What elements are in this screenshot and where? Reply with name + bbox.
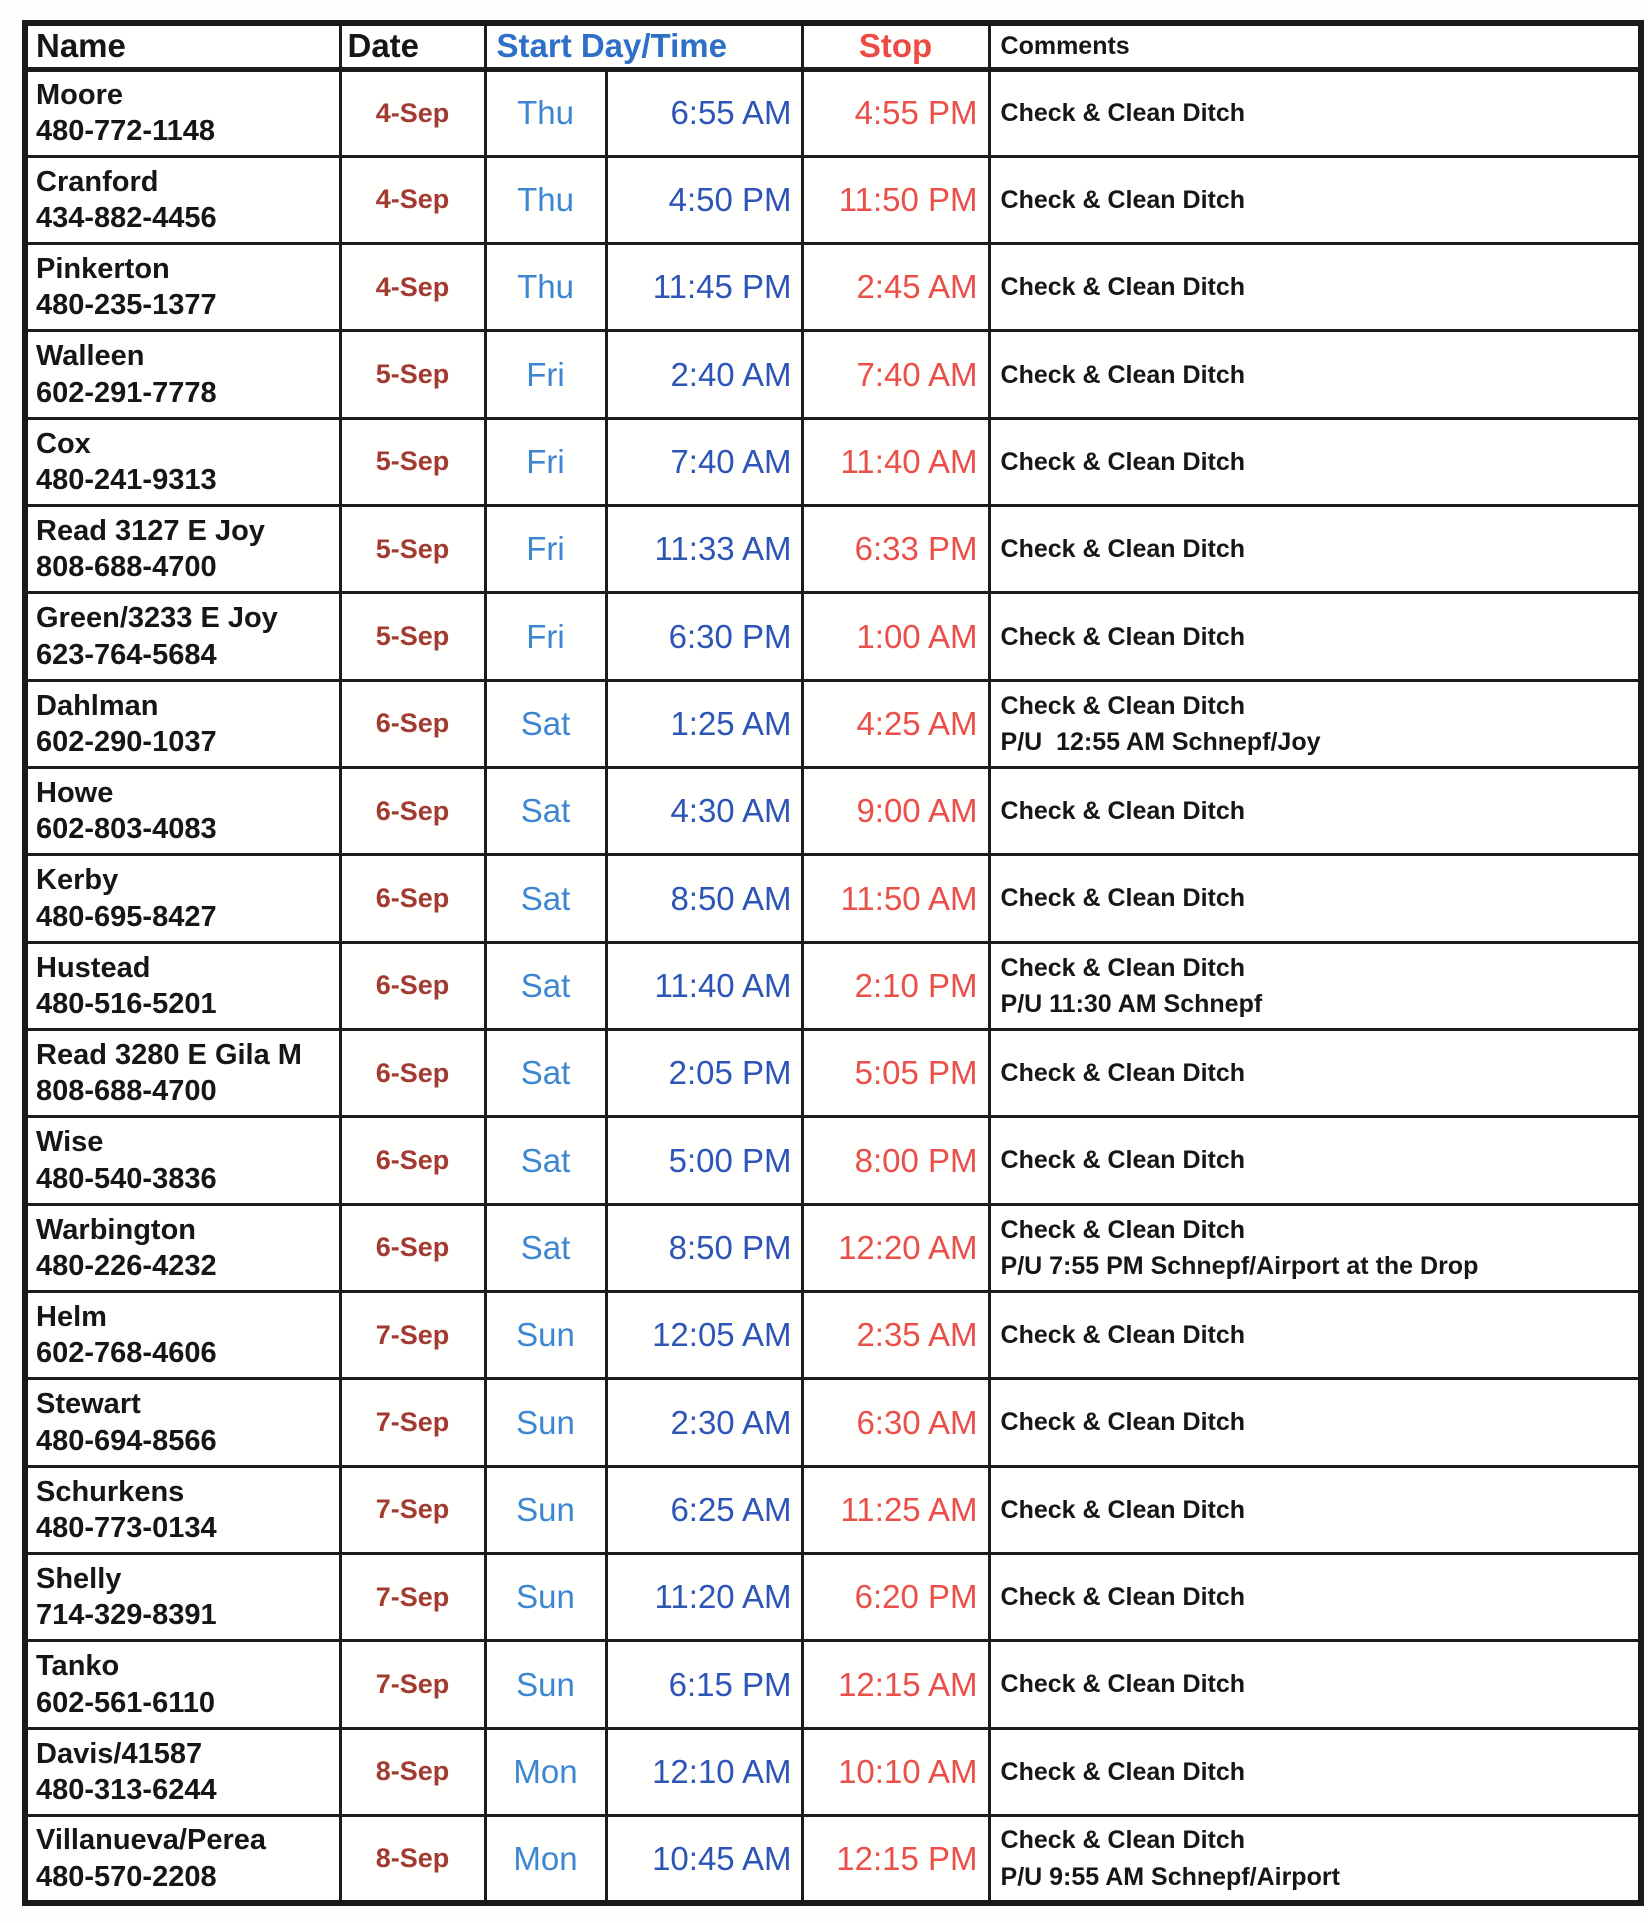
comment-cell xyxy=(989,1204,1641,1291)
comment-line-2: P/U 7:55 PM Schnepf/Airport at the Drop xyxy=(1000,1251,1479,1280)
comment-cell xyxy=(989,1466,1641,1553)
customer-phone: 602-768-4606 xyxy=(36,1337,217,1370)
schedule-row xyxy=(25,1030,1641,1117)
comment-cell xyxy=(989,506,1641,593)
customer-phone: 808-688-4700 xyxy=(36,1075,217,1108)
name-cell xyxy=(25,1554,340,1641)
schedule-row xyxy=(25,1466,1641,1553)
stop-time-cell: 2:10 PM xyxy=(802,942,989,1029)
stop-time-cell: 6:20 PM xyxy=(802,1554,989,1641)
name-cell xyxy=(25,156,340,243)
name-cell xyxy=(25,506,340,593)
comment-line-1: Check & Clean Ditch xyxy=(1000,447,1246,476)
start-day-cell: Sun xyxy=(485,1554,606,1641)
date-cell: 7-Sep xyxy=(340,1379,485,1466)
name-cell xyxy=(25,331,340,418)
customer-name: Cox xyxy=(36,427,91,460)
start-time-cell: 1:25 AM xyxy=(606,680,802,767)
name-cell xyxy=(25,768,340,855)
comment-line-1: Check & Clean Ditch xyxy=(1000,1146,1246,1175)
stop-time-cell: 6:30 AM xyxy=(802,1379,989,1466)
start-day-cell: Fri xyxy=(485,331,606,418)
schedule-row xyxy=(25,244,1641,331)
schedule-row xyxy=(25,680,1641,767)
start-time-cell: 11:20 AM xyxy=(606,1554,802,1641)
name-cell xyxy=(25,69,340,156)
comment-line-1: Check & Clean Ditch xyxy=(1000,1757,1246,1786)
comment-line-1: Check & Clean Ditch xyxy=(1000,1059,1246,1088)
start-time-cell: 6:55 AM xyxy=(606,69,802,156)
customer-phone: 434-882-4456 xyxy=(36,201,217,234)
date-cell: 5-Sep xyxy=(340,506,485,593)
start-time-cell: 11:45 PM xyxy=(606,244,802,331)
name-cell xyxy=(25,1204,340,1291)
start-day-cell: Fri xyxy=(485,418,606,505)
name-cell xyxy=(25,418,340,505)
name-cell xyxy=(25,593,340,680)
stop-time-cell: 4:55 PM xyxy=(802,69,989,156)
customer-phone: 623-764-5684 xyxy=(36,638,217,671)
name-cell xyxy=(25,1641,340,1728)
col-header-stop: Stop xyxy=(802,23,989,69)
comment-cell xyxy=(989,1728,1641,1815)
date-cell: 6-Sep xyxy=(340,1117,485,1204)
comment-cell xyxy=(989,855,1641,942)
schedule-row xyxy=(25,1292,1641,1379)
schedule-row xyxy=(25,418,1641,505)
comment-line-2: P/U 11:30 AM Schnepf xyxy=(1000,989,1263,1018)
comment-line-1: Check & Clean Ditch xyxy=(1000,884,1246,913)
start-time-cell: 8:50 AM xyxy=(606,855,802,942)
schedule-header-row xyxy=(25,23,1641,69)
start-time-cell: 5:00 PM xyxy=(606,1117,802,1204)
schedule-row xyxy=(25,1117,1641,1204)
schedule-row xyxy=(25,1816,1641,1903)
date-cell: 4-Sep xyxy=(340,156,485,243)
comment-cell xyxy=(989,680,1641,767)
start-time-cell: 11:33 AM xyxy=(606,506,802,593)
date-cell: 7-Sep xyxy=(340,1641,485,1728)
date-cell: 8-Sep xyxy=(340,1816,485,1903)
date-cell: 5-Sep xyxy=(340,593,485,680)
name-cell xyxy=(25,680,340,767)
comment-cell xyxy=(989,69,1641,156)
customer-name: Cranford xyxy=(36,165,159,198)
comment-line-1: Check & Clean Ditch xyxy=(1000,1826,1246,1855)
comment-line-1: Check & Clean Ditch xyxy=(1000,1583,1246,1612)
customer-phone: 480-313-6244 xyxy=(36,1773,217,1806)
start-day-cell: Fri xyxy=(485,593,606,680)
start-day-cell: Sat xyxy=(485,1204,606,1291)
stop-time-cell: 6:33 PM xyxy=(802,506,989,593)
customer-phone: 480-235-1377 xyxy=(36,289,217,322)
comment-cell xyxy=(989,418,1641,505)
comment-line-1: Check & Clean Ditch xyxy=(1000,691,1246,720)
stop-time-cell: 11:25 AM xyxy=(802,1466,989,1553)
customer-phone: 602-291-7778 xyxy=(36,376,217,409)
start-time-cell: 7:40 AM xyxy=(606,418,802,505)
schedule-row xyxy=(25,593,1641,680)
stop-time-cell: 2:35 AM xyxy=(802,1292,989,1379)
customer-phone: 480-540-3836 xyxy=(36,1162,217,1195)
start-day-cell: Sun xyxy=(485,1379,606,1466)
start-day-cell: Sat xyxy=(485,1030,606,1117)
start-time-cell: 11:40 AM xyxy=(606,942,802,1029)
stop-time-cell: 10:10 AM xyxy=(802,1728,989,1815)
customer-phone: 602-561-6110 xyxy=(36,1686,215,1719)
date-cell: 6-Sep xyxy=(340,1204,485,1291)
start-time-cell: 4:50 PM xyxy=(606,156,802,243)
comment-line-2: P/U 9:55 AM Schnepf/Airport xyxy=(1000,1862,1340,1891)
name-cell xyxy=(25,1728,340,1815)
customer-phone: 480-241-9313 xyxy=(36,463,217,496)
name-cell xyxy=(25,855,340,942)
comment-line-1: Check & Clean Ditch xyxy=(1000,99,1246,128)
start-time-cell: 2:05 PM xyxy=(606,1030,802,1117)
name-cell xyxy=(25,1292,340,1379)
start-day-cell: Thu xyxy=(485,244,606,331)
schedule-row xyxy=(25,1379,1641,1466)
date-cell: 4-Sep xyxy=(340,244,485,331)
customer-name: Warbington xyxy=(36,1213,196,1246)
comment-line-1: Check & Clean Ditch xyxy=(1000,360,1246,389)
comment-line-1: Check & Clean Ditch xyxy=(1000,622,1246,651)
comment-cell xyxy=(989,1379,1641,1466)
name-cell xyxy=(25,1379,340,1466)
start-day-cell: Mon xyxy=(485,1728,606,1815)
date-cell: 7-Sep xyxy=(340,1466,485,1553)
schedule-row xyxy=(25,506,1641,593)
col-header-start-day-time: Start Day/Time xyxy=(485,23,802,69)
date-cell: 7-Sep xyxy=(340,1554,485,1641)
col-header-comments: Comments xyxy=(989,23,1641,69)
comment-line-1: Check & Clean Ditch xyxy=(1000,797,1246,826)
schedule-row xyxy=(25,768,1641,855)
customer-phone: 602-803-4083 xyxy=(36,813,217,846)
comment-line-1: Check & Clean Ditch xyxy=(1000,953,1246,982)
comment-line-1: Check & Clean Ditch xyxy=(1000,535,1246,564)
date-cell: 6-Sep xyxy=(340,942,485,1029)
name-cell xyxy=(25,1117,340,1204)
customer-phone: 480-695-8427 xyxy=(36,900,217,933)
schedule-row xyxy=(25,942,1641,1029)
stop-time-cell: 8:00 PM xyxy=(802,1117,989,1204)
stop-time-cell: 11:40 AM xyxy=(802,418,989,505)
comment-cell xyxy=(989,942,1641,1029)
start-time-cell: 6:15 PM xyxy=(606,1641,802,1728)
comment-cell xyxy=(989,244,1641,331)
customer-phone: 480-773-0134 xyxy=(36,1511,217,1544)
stop-time-cell: 1:00 AM xyxy=(802,593,989,680)
customer-name: Read 3280 E Gila M xyxy=(36,1039,302,1072)
start-day-cell: Sat xyxy=(485,768,606,855)
comment-line-2: P/U 12:55 AM Schnepf/Joy xyxy=(1000,727,1321,756)
comment-line-1: Check & Clean Ditch xyxy=(1000,185,1246,214)
schedule-row xyxy=(25,855,1641,942)
col-header-date: Date xyxy=(340,23,485,69)
comment-line-1: Check & Clean Ditch xyxy=(1000,1408,1246,1437)
customer-name: Helm xyxy=(36,1301,107,1333)
customer-name: Tanko xyxy=(36,1650,120,1683)
comment-cell xyxy=(989,1292,1641,1379)
start-day-cell: Sun xyxy=(485,1292,606,1379)
start-day-cell: Mon xyxy=(485,1816,606,1903)
customer-phone: 480-694-8566 xyxy=(36,1424,217,1457)
start-day-cell: Thu xyxy=(485,156,606,243)
customer-name: Kerby xyxy=(36,864,119,897)
customer-phone: 808-688-4700 xyxy=(36,551,217,584)
start-time-cell: 2:40 AM xyxy=(606,331,802,418)
comment-cell xyxy=(989,1816,1641,1903)
date-cell: 4-Sep xyxy=(340,69,485,156)
date-cell: 6-Sep xyxy=(340,855,485,942)
start-day-cell: Sat xyxy=(485,855,606,942)
schedule-row xyxy=(25,156,1641,243)
customer-name: Green/3233 E Joy xyxy=(36,602,278,635)
comment-line-1: Check & Clean Ditch xyxy=(1000,1321,1246,1350)
start-day-cell: Sun xyxy=(485,1641,606,1728)
stop-time-cell: 11:50 AM xyxy=(802,855,989,942)
schedule-row xyxy=(25,1204,1641,1291)
schedule-body xyxy=(25,69,1641,1903)
start-day-cell: Sun xyxy=(485,1466,606,1553)
start-day-cell: Sat xyxy=(485,1117,606,1204)
stop-time-cell: 7:40 AM xyxy=(802,331,989,418)
customer-name: Schurkens xyxy=(36,1475,185,1508)
comment-cell xyxy=(989,156,1641,243)
date-cell: 7-Sep xyxy=(340,1292,485,1379)
schedule-row xyxy=(25,1554,1641,1641)
stop-time-cell: 12:20 AM xyxy=(802,1204,989,1291)
customer-name: Hustead xyxy=(36,951,151,984)
stop-time-cell: 12:15 AM xyxy=(802,1641,989,1728)
start-time-cell: 6:25 AM xyxy=(606,1466,802,1553)
date-cell: 5-Sep xyxy=(340,418,485,505)
customer-name: Moore xyxy=(36,78,123,111)
stop-time-cell: 5:05 PM xyxy=(802,1030,989,1117)
customer-name: Read 3127 E Joy xyxy=(36,515,265,548)
name-cell xyxy=(25,942,340,1029)
date-cell: 6-Sep xyxy=(340,768,485,855)
start-time-cell: 2:30 AM xyxy=(606,1379,802,1466)
date-cell: 6-Sep xyxy=(340,680,485,767)
start-day-cell: Sat xyxy=(485,942,606,1029)
customer-phone: 480-772-1148 xyxy=(36,115,215,148)
date-cell: 5-Sep xyxy=(340,331,485,418)
customer-name: Pinkerton xyxy=(36,253,170,286)
start-time-cell: 12:10 AM xyxy=(606,1728,802,1815)
customer-name: Shelly xyxy=(36,1562,122,1595)
customer-phone: 602-290-1037 xyxy=(36,725,217,758)
start-day-cell: Sat xyxy=(485,680,606,767)
schedule-table xyxy=(22,20,1644,1906)
stop-time-cell: 4:25 AM xyxy=(802,680,989,767)
stop-time-cell: 11:50 PM xyxy=(802,156,989,243)
name-cell xyxy=(25,1466,340,1553)
stop-time-cell: 2:45 AM xyxy=(802,244,989,331)
customer-phone: 480-226-4232 xyxy=(36,1249,217,1282)
start-time-cell: 10:45 AM xyxy=(606,1816,802,1903)
customer-name: Davis/41587 xyxy=(36,1737,203,1770)
comment-cell xyxy=(989,1117,1641,1204)
comment-cell xyxy=(989,1554,1641,1641)
comment-cell xyxy=(989,331,1641,418)
customer-name: Wise xyxy=(36,1126,104,1159)
schedule-row xyxy=(25,1728,1641,1815)
comment-line-1: Check & Clean Ditch xyxy=(1000,273,1246,302)
start-day-cell: Fri xyxy=(485,506,606,593)
customer-name: Stewart xyxy=(36,1388,141,1421)
start-time-cell: 6:30 PM xyxy=(606,593,802,680)
start-day-cell: Thu xyxy=(485,69,606,156)
comment-line-1: Check & Clean Ditch xyxy=(1000,1670,1246,1699)
start-time-cell: 4:30 AM xyxy=(606,768,802,855)
name-cell xyxy=(25,1816,340,1903)
comment-cell xyxy=(989,768,1641,855)
comment-cell xyxy=(989,593,1641,680)
start-time-cell: 8:50 PM xyxy=(606,1204,802,1291)
comment-line-1: Check & Clean Ditch xyxy=(1000,1215,1246,1244)
name-cell xyxy=(25,1030,340,1117)
customer-phone: 714-329-8391 xyxy=(36,1599,217,1632)
comment-cell xyxy=(989,1641,1641,1728)
customer-phone: 480-516-5201 xyxy=(36,987,217,1020)
date-cell: 6-Sep xyxy=(340,1030,485,1117)
name-cell xyxy=(25,244,340,331)
schedule-row xyxy=(25,1641,1641,1728)
stop-time-cell: 9:00 AM xyxy=(802,768,989,855)
customer-name: Walleen xyxy=(36,340,145,373)
date-cell: 8-Sep xyxy=(340,1728,485,1815)
comment-line-1: Check & Clean Ditch xyxy=(1000,1495,1246,1524)
stop-time-cell: 12:15 PM xyxy=(802,1816,989,1903)
comment-cell xyxy=(989,1030,1641,1117)
start-time-cell: 12:05 AM xyxy=(606,1292,802,1379)
schedule-row xyxy=(25,69,1641,156)
schedule-row xyxy=(25,331,1641,418)
col-header-name: Name xyxy=(25,23,340,69)
customer-name: Dahlman xyxy=(36,689,159,722)
customer-phone: 480-570-2208 xyxy=(36,1860,217,1893)
customer-name: Villanueva/Perea xyxy=(36,1824,267,1857)
customer-name: Howe xyxy=(36,777,114,810)
